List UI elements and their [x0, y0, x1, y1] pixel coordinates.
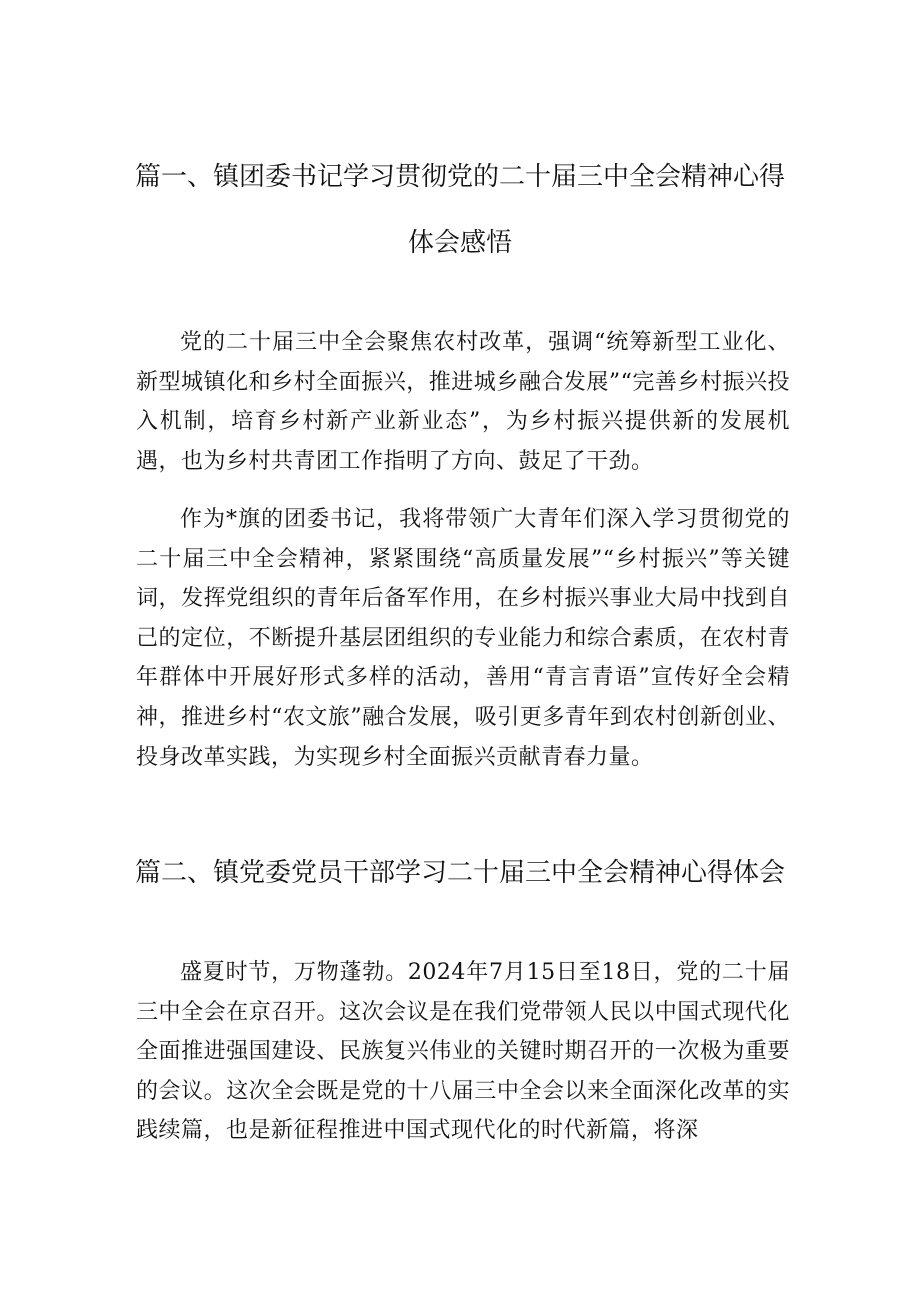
section-2-paragraph-1: 盛夏时节，万物蓬勃。2024年7月15日至18日，党的二十届三中全会在京召开。这次会议是在我们党带领人民以中国式现代化全面推进强国建设、民族复兴伟业的关键时期召开的一次极为重要的会议。这次全会既是党的十八届三中全会以来全面深化改革的实践续篇，也是新征程推进中国式现代化的时代新篇，将深 — [136, 960, 790, 1144]
section-2-title: 篇二、镇党委党员干部学习二十届三中全会精神心得体会 — [135, 858, 786, 888]
section-1-title-continued: 体会感悟 — [407, 228, 512, 258]
section-1-paragraph-1: 党的二十届三中全会聚焦农村改革，强调“统筹新型工业化、新型城镇化和乡村全面振兴，推进城乡融合发展”“完善乡村振兴投入机制，培育乡村新产业新业态”，为乡村振兴提供新的发展机遇，也为乡村共青团工作指明了方向、鼓足了干劲。 — [136, 330, 790, 474]
section-1-paragraph-2: 作为*旗的团委书记，我将带领广大青年们深入学习贯彻党的二十届三中全会精神，紧紧围绕“高质量发展”“乡村振兴”等关键词，发挥党组织的青年后备军作用，在乡村振兴事业大局中找到自己的定位，不断提升基层团组织的专业能力和综合素质，在农村青年群体中开展好形式多样的活动，善用“青言青语”宣传好全会精神，推进乡村“农文旅”融合发展，吸引更多青年到农村创新创业、投身改革实践，为实现乡村全面振兴贡献青春力量。 — [136, 507, 790, 770]
section-1-title: 篇一、镇团委书记学习贯彻党的二十届三中全会精神心得 — [135, 162, 786, 192]
